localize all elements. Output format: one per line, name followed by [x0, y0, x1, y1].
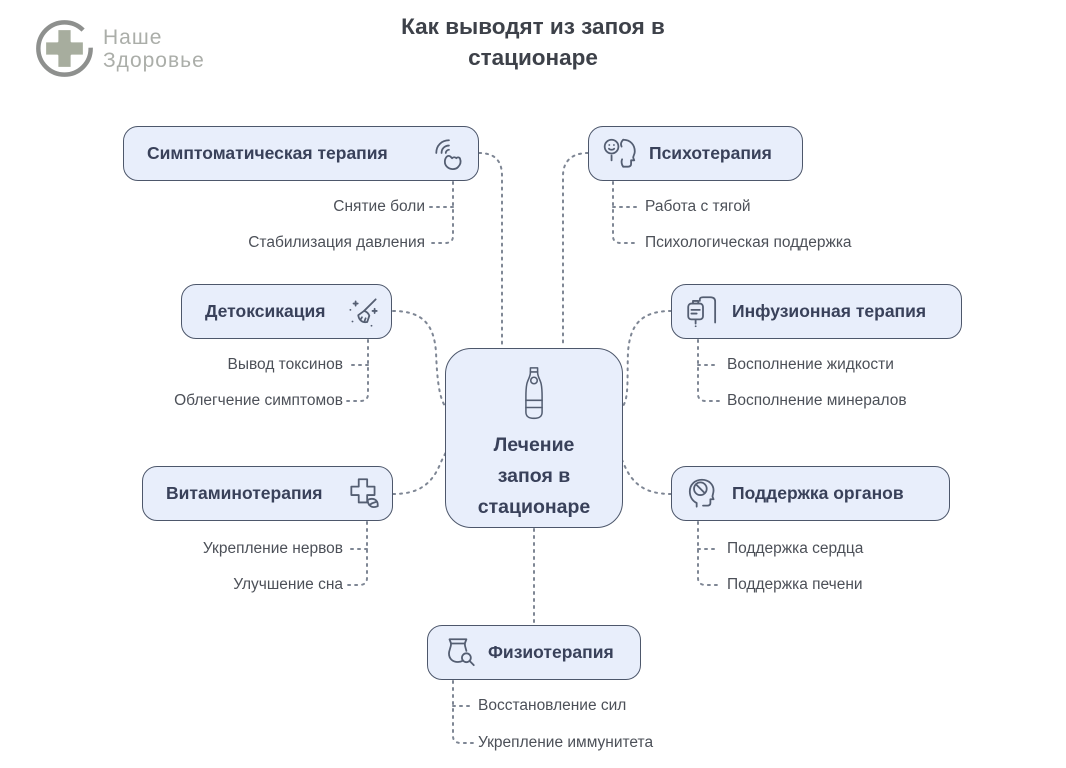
- sub-item-mineral-replenishment: Восполнение минералов: [727, 392, 907, 409]
- node-label: Психотерапия: [649, 143, 772, 163]
- dropline-vitamin: [346, 522, 367, 585]
- connector-organs-center: [618, 452, 671, 494]
- head-ban-icon: [684, 475, 722, 513]
- node-detox: [181, 284, 392, 339]
- logo: [35, 19, 205, 78]
- node-psychotherapy: [588, 126, 803, 181]
- node-organ-support: [671, 466, 950, 521]
- sub-item-toxin-removal: Вывод токсинов: [227, 356, 343, 373]
- page-title-line2: стационаре: [468, 45, 598, 70]
- node-label: Поддержка органов: [732, 483, 904, 503]
- node-symptomatic-therapy: [123, 126, 479, 181]
- node-label: Детоксикация: [205, 301, 326, 321]
- dropline-psychotherapy: [613, 182, 636, 243]
- connector-psychotherapy-center: [563, 153, 588, 347]
- connector-detox-center: [393, 311, 445, 406]
- logo-text: [103, 26, 205, 72]
- medical-cross-logo-icon: [35, 19, 94, 78]
- head-smile-icon: [601, 135, 639, 173]
- node-label: Физиотерапия: [488, 642, 614, 662]
- cross-leaf-icon: [345, 475, 383, 513]
- dropline-organs: [698, 522, 719, 585]
- dropline-physio: [453, 681, 473, 743]
- central-label-line2: запоя в: [497, 465, 571, 487]
- sub-item-strength-recovery: Восстановление сил: [478, 697, 627, 714]
- connector-vitamin-center: [393, 452, 446, 494]
- logo-line2: Здоровье: [103, 48, 205, 72]
- sub-item-immunity-strengthening: Укрепление иммунитета: [478, 734, 654, 751]
- node-infusion-therapy: [671, 284, 962, 339]
- sub-item-nerve-strengthening: Укрепление нервов: [202, 540, 343, 557]
- dropline-infusion: [698, 340, 719, 401]
- logo-line1: Наше: [103, 25, 163, 49]
- node-label: Инфузионная терапия: [732, 301, 927, 321]
- node-physiotherapy: [427, 625, 641, 680]
- central-label: [478, 430, 591, 523]
- hand-waves-icon: [431, 135, 469, 173]
- node-label: Витаминотерапия: [166, 483, 323, 503]
- node-central-treatment: [445, 348, 623, 528]
- central-label-line1: Лечение: [493, 434, 575, 456]
- sub-item-symptom-relief: Облегчение симптомов: [174, 392, 343, 409]
- page-title-line1: Как выводят из запоя в: [401, 14, 665, 39]
- central-label-line3: стационаре: [477, 496, 591, 518]
- page-title: [283, 11, 783, 73]
- sub-item-pressure-stabilization: Стабилизация давления: [248, 234, 425, 251]
- connector-infusion-center: [623, 311, 671, 406]
- sub-item-craving-work: Работа с тягой: [645, 198, 751, 215]
- node-label: Симптоматическая терапия: [147, 143, 388, 163]
- node-vitamin-therapy: [142, 466, 393, 521]
- bottle-icon: [516, 361, 552, 427]
- connector-symptomatic-center: [479, 153, 502, 347]
- sub-item-heart-support: Поддержка сердца: [727, 540, 864, 557]
- sub-item-pain-relief: Снятие боли: [333, 198, 425, 215]
- sub-item-fluid-replenishment: Восполнение жидкости: [727, 356, 894, 373]
- dropline-symptomatic: [430, 182, 453, 243]
- sub-item-liver-support: Поддержка печени: [727, 576, 863, 593]
- sub-item-sleep-improvement: Улучшение сна: [233, 576, 343, 593]
- iv-drip-icon: [684, 293, 722, 331]
- body-massage-icon: [440, 634, 478, 672]
- dropline-detox: [347, 340, 368, 401]
- broom-sparkles-icon: [344, 293, 382, 331]
- sub-item-psychological-support: Психологическая поддержка: [645, 234, 852, 251]
